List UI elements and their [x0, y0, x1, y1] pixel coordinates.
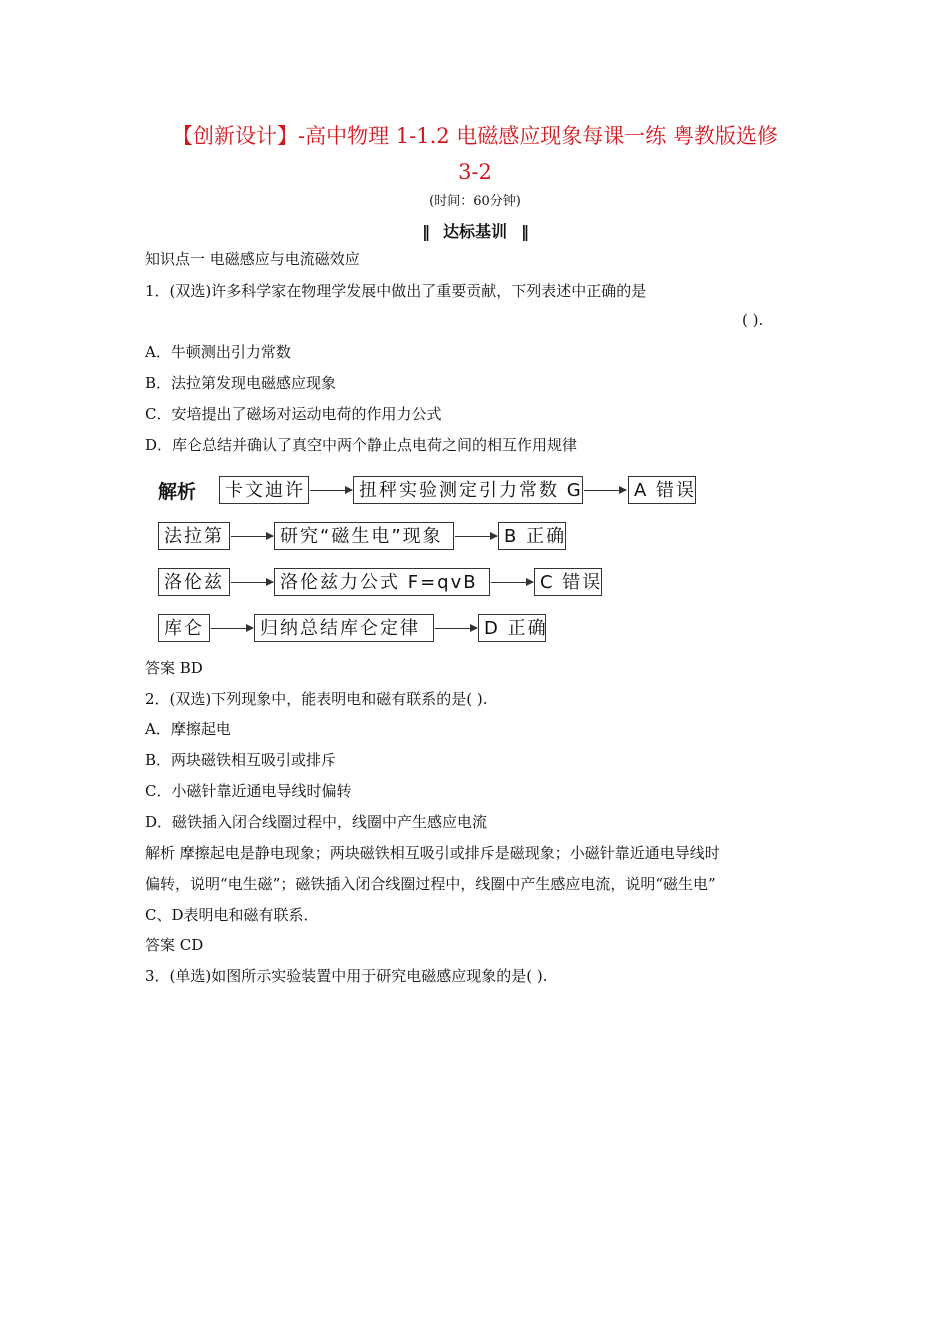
flow-arrow	[211, 628, 253, 629]
q2-stem: 2．(双选)下列现象中，能表明电和磁有联系的是( ).	[145, 690, 488, 708]
flow-box: B 正确	[498, 522, 566, 550]
q1-jiexi-label: 解析	[158, 481, 197, 503]
q2-option-c: C．小磁针靠近通电导线时偏转	[145, 782, 352, 800]
q2-option-d: D．磁铁插入闭合线圈过程中，线圈中产生感应电流	[145, 813, 488, 831]
flow-box: 扭秤实验测定引力常数 G	[353, 476, 583, 504]
q2-analysis-line1: 解析 摩擦起电是静电现象；两块磁铁相互吸引或排斥是磁现象；小磁针靠近通电导线时	[145, 844, 720, 862]
q2-answer: 答案 CD	[145, 936, 204, 954]
section-banner	[0, 219, 950, 242]
flow-box: 库仑	[158, 614, 210, 642]
flow-box: 卡文迪许	[219, 476, 309, 504]
flow-box: 归纳总结库仑定律	[254, 614, 434, 642]
q1-option-b: B．法拉第发现电磁感应现象	[145, 374, 337, 392]
flow-arrow	[584, 490, 626, 491]
q1-option-c: C．安培提出了磁场对运动电荷的作用力公式	[145, 405, 442, 423]
time-limit: (时间：60分钟)	[429, 194, 521, 209]
flow-arrow	[491, 582, 533, 583]
flow-box: 洛伦兹力公式 F=qvB	[274, 568, 490, 596]
q1-option-d: D．库仑总结并确认了真空中两个静止点电荷之间的相互作用规律	[145, 436, 578, 454]
flow-box: 法拉第	[158, 522, 230, 550]
flow-arrow	[310, 490, 352, 491]
q1-answer-paren: ( ).	[742, 311, 764, 329]
q1-stem: 1．(双选)许多科学家在物理学发展中做出了重要贡献，下列表述中正确的是	[145, 282, 647, 300]
flow-arrow	[231, 536, 273, 537]
document-title-line1: 【创新设计】-高中物理 1-1.2 电磁感应现象每课一练 粤教版选修	[172, 124, 778, 148]
flow-arrow	[231, 582, 273, 583]
banner-text: 达标基训	[442, 222, 507, 241]
q1-option-a: A．牛顿测出引力常数	[145, 343, 291, 361]
flow-box: 洛伦兹	[158, 568, 230, 596]
banner-bar-left: ‖	[421, 222, 429, 241]
flow-arrow	[435, 628, 477, 629]
q2-analysis-line3: C、D表明电和磁有联系．	[145, 906, 319, 924]
banner-bar-right: ‖	[521, 222, 528, 241]
q3-stem: 3．(单选)如图所示实验装置中用于研究电磁感应现象的是( ).	[145, 967, 548, 985]
q2-option-b: B．两块磁铁相互吸引或排斥	[145, 751, 337, 769]
document-title-line2: 3-2	[458, 160, 492, 184]
flow-box: C 错误	[534, 568, 602, 596]
flow-box: D 正确	[478, 614, 546, 642]
flow-box: A 错误	[628, 476, 696, 504]
q1-answer: 答案 BD	[145, 659, 203, 677]
flow-arrow	[455, 536, 497, 537]
knowledge-point-heading: 知识点一 电磁感应与电流磁效应	[145, 250, 360, 268]
q2-analysis-line2: 偏转，说明“电生磁”；磁铁插入闭合线圈过程中，线圈中产生感应电流，说明“磁生电”	[145, 875, 716, 893]
q2-option-a: A．摩擦起电	[145, 720, 231, 738]
flow-box: 研究“磁生电”现象	[274, 522, 454, 550]
